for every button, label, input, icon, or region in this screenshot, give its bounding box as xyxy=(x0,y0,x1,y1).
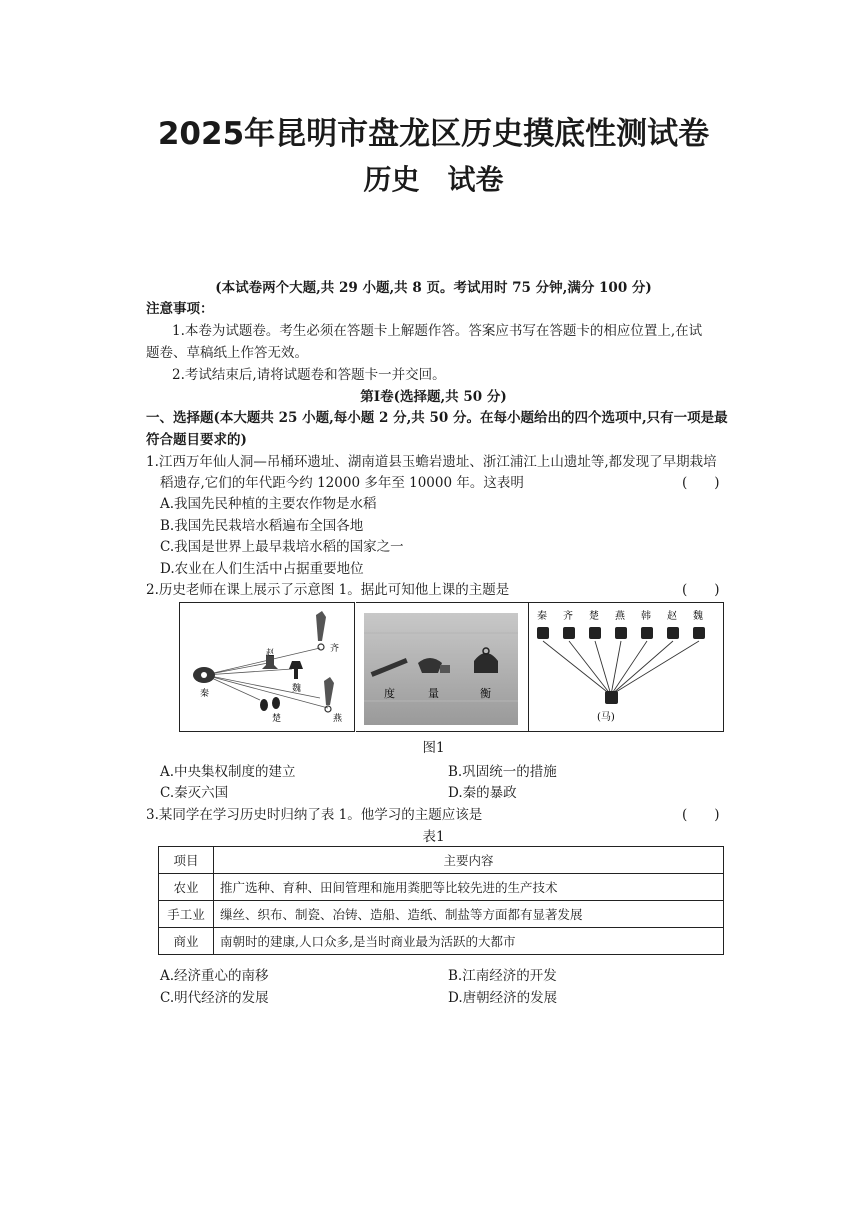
map-label-qi: 齐 xyxy=(330,644,340,654)
q2-option-d: D.秦的暴政 xyxy=(448,785,517,801)
map-label-wei: 魏 xyxy=(292,684,302,694)
exam-info: (本试卷两个大题,共 29 小题,共 8 页。考试用时 75 分钟,满分 100 分) xyxy=(215,280,652,296)
page-title: 2025年昆明市盘龙区历史摸底性测试卷 xyxy=(157,116,710,152)
script-glyph-6 xyxy=(667,627,679,639)
measure-label-du: 度 xyxy=(384,687,395,700)
table-1 xyxy=(158,846,724,955)
table-cell-item: 农业 xyxy=(159,874,214,901)
table-header-row xyxy=(159,847,724,874)
q1-option-a: A.我国先民种植的主要农作物是水稻 xyxy=(160,496,377,512)
map-label-chu: 楚 xyxy=(272,714,282,724)
script-glyph-4 xyxy=(615,627,627,639)
measure-label-heng: 衡 xyxy=(480,687,491,700)
map-label-zhao: 赵 xyxy=(266,648,274,657)
q3-option-b: B.江南经济的开发 xyxy=(448,968,557,984)
q2-option-c: C.秦灭六国 xyxy=(160,785,229,801)
q2-option-b: B.巩固统一的措施 xyxy=(448,764,557,780)
part-title: 第Ⅰ卷(选择题,共 50 分) xyxy=(360,389,507,405)
measures-photo xyxy=(356,603,528,732)
table-cell-content: 南朝时的建康,人口众多,是当时商业最为活跃的大都市 xyxy=(214,928,724,955)
q1-option-d: D.农业在人们生活中占据重要地位 xyxy=(160,561,364,577)
note-item-2: 2.考试结束后,请将试题卷和答题卡一并交回。 xyxy=(172,367,446,383)
q1-stem-line1: 1.江西万年仙人洞—吊桶环遗址、湖南道县玉蟾岩遗址、浙江浦江上山遗址等,都发现了早期栽培 xyxy=(146,454,717,470)
table-cell-content: 缫丝、织布、制瓷、冶铸、造船、造纸、制盐等方面都有显著发展 xyxy=(214,901,724,928)
state-wei: 魏 xyxy=(693,611,703,622)
state-chu: 楚 xyxy=(589,611,599,622)
section-heading-line1: 一、选择题(本大题共 25 小题,每小题 2 分,共 50 分。在每小题给出的四个选项中,只有一项是最 xyxy=(146,410,728,426)
q3-option-d: D.唐朝经济的发展 xyxy=(448,990,558,1006)
figure-1-measures-panel xyxy=(356,602,528,732)
table-cell-item: 手工业 xyxy=(159,901,214,928)
figure-1-map-panel xyxy=(179,602,355,732)
script-char-note: (马) xyxy=(597,712,615,723)
chu-coin-icon-1 xyxy=(260,699,268,711)
state-han: 韩 xyxy=(641,611,651,622)
section-heading-line2: 符合题目要求的) xyxy=(146,432,247,448)
q2-option-a: A.中央集权制度的建立 xyxy=(160,764,296,780)
notes-heading: 注意事项： xyxy=(146,301,214,317)
table-row xyxy=(159,928,724,955)
table-header-item: 项目 xyxy=(159,847,214,874)
map-label-qin: 秦 xyxy=(200,689,210,699)
chu-coin-icon-2 xyxy=(272,697,280,709)
script-glyph-5 xyxy=(641,627,653,639)
q1-stem-line2: 稻遗存,它们的年代距今约 12000 多年至 10000 年。这表明 xyxy=(160,475,524,491)
yan-knife-coin-icon xyxy=(324,677,334,705)
note-item-1-line1: 1.本卷为试题卷。考生必须在答题卡上解题作答。答案应书写在答题卡的相应位置上,在试 xyxy=(172,323,703,339)
figure-1-caption: 图1 xyxy=(422,740,445,756)
q2-answer-paren: ( ) xyxy=(682,582,720,598)
unified-script-glyph xyxy=(605,691,618,704)
q3-stem: 3.某同学在学习历史时归纳了表 1。他学习的主题应该是 xyxy=(146,807,483,823)
state-qin: 秦 xyxy=(537,611,547,622)
q3-option-c: C.明代经济的发展 xyxy=(160,990,269,1006)
q3-answer-paren: ( ) xyxy=(682,807,720,823)
table-cell-content: 推广选种、育种、田间管理和施用粪肥等比较先进的生产技术 xyxy=(214,874,724,901)
zhao-spade-coin-icon xyxy=(262,655,278,669)
q3-option-a: A.经济重心的南移 xyxy=(160,968,269,984)
q1-option-b: B.我国先民栽培水稻遍布全国各地 xyxy=(160,518,364,534)
script-glyph-2 xyxy=(563,627,575,639)
script-glyph-1 xyxy=(537,627,549,639)
figure-1-script-panel xyxy=(528,602,724,732)
state-zhao: 赵 xyxy=(667,611,677,622)
qi-knife-coin-icon xyxy=(316,611,326,641)
table-1-caption: 表1 xyxy=(422,829,445,845)
wei-spade-coin-icon xyxy=(289,661,303,679)
table-row xyxy=(159,874,724,901)
measure-label-liang: 量 xyxy=(428,687,439,700)
q2-stem: 2.历史老师在课上展示了示意图 1。据此可知他上课的主题是 xyxy=(146,582,510,598)
table-header-content: 主要内容 xyxy=(214,847,724,874)
script-glyph-7 xyxy=(693,627,705,639)
q1-answer-paren: ( ) xyxy=(682,475,720,491)
map-label-yan: 燕 xyxy=(333,714,343,724)
unification-map xyxy=(180,603,355,732)
page-subtitle: 历史 试卷 xyxy=(363,163,504,196)
script-diagram xyxy=(529,603,724,732)
note-item-1-line2: 题卷、草稿纸上作答无效。 xyxy=(146,345,308,361)
state-qi: 齐 xyxy=(563,611,573,622)
script-glyph-3 xyxy=(589,627,601,639)
table-row xyxy=(159,901,724,928)
table-cell-item: 商业 xyxy=(159,928,214,955)
state-yan: 燕 xyxy=(615,611,625,622)
q1-option-c: C.我国是世界上最早栽培水稻的国家之一 xyxy=(160,539,404,555)
